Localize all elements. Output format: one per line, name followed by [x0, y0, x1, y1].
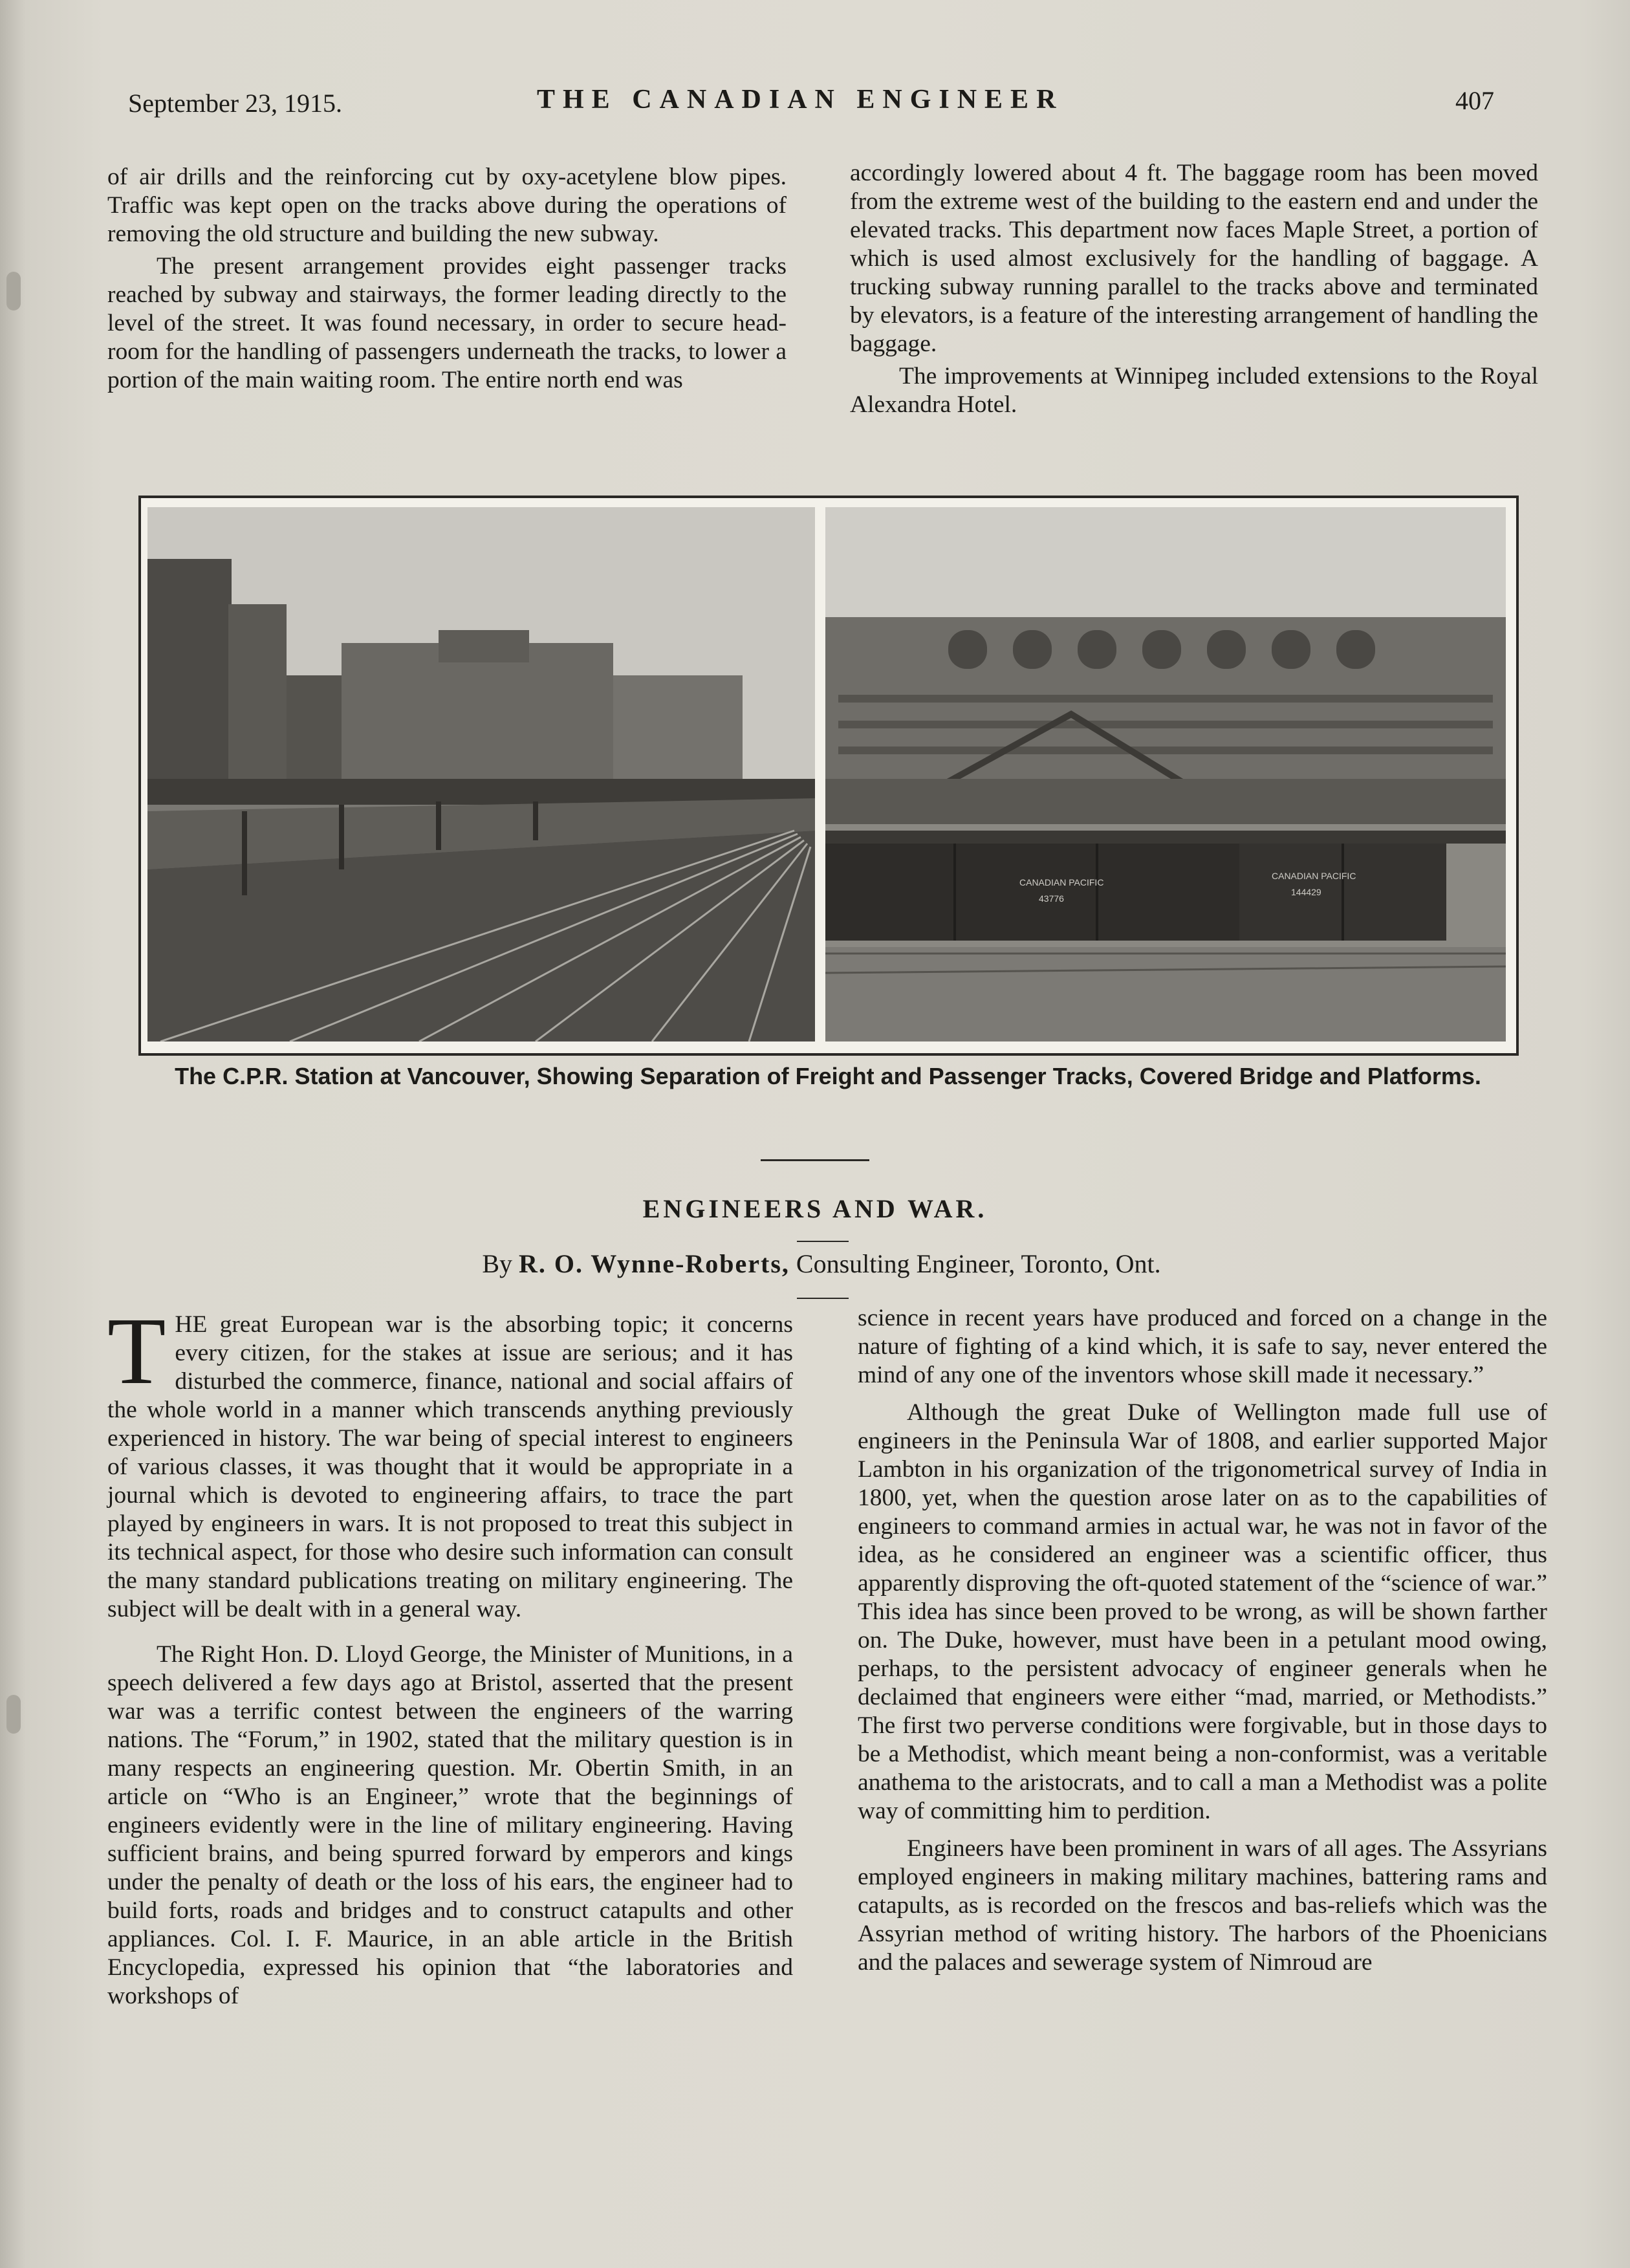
title-rule	[797, 1241, 849, 1242]
paragraph: of air drills and the reinforcing cut by oxy-acetylene blow pipes. Traffic was kept open on the tracks above during the operations of removing the old structure and building the new subway.	[107, 164, 787, 247]
car-lettering: CANADIAN PACIFIC	[1019, 877, 1104, 888]
article-right-column	[858, 1304, 1547, 1977]
issue-date: September 23, 1915.	[128, 89, 343, 118]
byline	[362, 1248, 1281, 1279]
paragraph: accordingly lowered about 4 ft. The baggage room has been moved from the extreme west of the building to the eastern end and under the elevated tracks. This department now faces Maple Street, a portion of which is used almost exclusively for the handling of baggage. A trucking subway running parallel to the tracks above and terminated by elevators, is a feature of the interesting arrangement of handling the baggage.	[850, 160, 1538, 357]
top-right-column	[850, 159, 1538, 419]
platform-photo-illustration	[147, 507, 815, 1041]
section-divider	[761, 1159, 869, 1161]
top-left-column	[107, 163, 787, 395]
car-number: 43776	[1039, 893, 1064, 904]
binding-mark	[6, 1695, 21, 1734]
car-lettering: CANADIAN PACIFIC	[1272, 871, 1356, 881]
paragraph: The present arrangement provides eight passenger tracks reached by subway and stairways, the former leading directly to the level of the street. It was found necessary, in order to secure head-room for the handling of passengers underneath the tracks, to lower a portion of the main waiting room. The entire north end was	[107, 253, 787, 393]
paragraph: Although the great Duke of Wellington made full use of engineers in the Peninsula War of 1808, and earlier supported Major Lambton in his organization of the trigonometrical survey of India in 1800, yet, when the question arose later on as to the capabilities of engineers to command armies in actual war, he was not in favor of the idea, as he considered an engineer was a scientific officer, thus apparently disproving the oft-quoted statement of the “science of war.” This idea has since been proved to be wrong, as will be shown farther on. The Duke, however, must have been in a petulant mood owing, perhaps, to the persistent advocacy of engineer generals when he declaimed that engineers were either “mad, married, or Methodists.” The first two perverse conditions were forgivable, but in those days to be a Methodist, which meant being a non-conformist, was a veritable anathema to the aristocrats, and to call a man a Methodist was a polite way of committing him to perdition.	[858, 1399, 1547, 1824]
station-photographs	[138, 496, 1519, 1056]
byline-by: By	[482, 1249, 513, 1278]
binding-mark	[6, 272, 21, 311]
paragraph: science in recent years have produced and forced on a change in the nature of fighting of a kind which, it is safe to say, never entered the mind of any one of the inventors whose skill made it necessary.”	[858, 1305, 1547, 1388]
photo-station-and-freight-cars	[825, 507, 1506, 1041]
paragraph-text: HE great European war is the absorbing topic; it concerns every citizen, for the stakes at issue are serious; and it has disturbed the commerce, finance, national and social affairs of the whole world in a manner which transcends anything previously experienced in history. The war being of special interest to engineers of various classes, it was thought that it would be appropriate in a journal which is devoted to engineering affairs, to trace the part played by engineers in wars. It is not proposed to treat this subject in its technical aspect, for those who desire such information can consult the many standard publications treating on military engineering. The subject will be dealt with in a general way.	[107, 1311, 793, 1622]
author-affiliation: Consulting Engineer, Toronto, Ont.	[796, 1249, 1161, 1278]
article-left-column	[107, 1298, 793, 2011]
photo-platforms-and-tracks	[147, 507, 815, 1041]
drop-cap: T	[107, 1298, 166, 1404]
station-photo-illustration	[825, 507, 1506, 1041]
page-number: 407	[1455, 86, 1494, 115]
article-title: ENGINEERS AND WAR.	[642, 1194, 988, 1223]
paragraph: Engineers have been prominent in wars of all ages. The Assyrians employed engineers in making military machines, battering rams and catapults, as is recorded on the frescos and bas-reliefs which was the Assyrian method of writing history. The harbors of the Phoenicians and the palaces and sewerage system of Nimroud are	[858, 1835, 1547, 1976]
paragraph: The improvements at Winnipeg included extensions to the Royal Alexandra Hotel.	[850, 363, 1538, 418]
byline-rule	[797, 1298, 849, 1299]
figure-caption: The C.P.R. Station at Vancouver, Showing Separation of Freight and Passenger Tracks, Covered Bridge and Platforms.	[175, 1063, 1481, 1089]
car-number: 144429	[1291, 887, 1321, 897]
paragraph	[107, 1298, 793, 1624]
paragraph: The Right Hon. D. Lloyd George, the Minister of Munitions, in a speech delivered a few days ago at Bristol, asserted that the present war was a terrific contest between the engineers of the warring nations. The “Forum,” in 1902, stated that the military question is in many respects an engineering question. Mr. Obertin Smith, in an article on “Who is an Engineer,” wrote that the beginnings of engineers evidently were in the line of military engineering. Having sufficient brains, and being spurred forward by emperors and kings under the penalty of death or the loss of his ears, the engineer had to build forts, roads and bridges and to construct catapults and other appliances. Col. I. F. Maurice, in an able article in the British Encyclopedia, expressed his opinion that “the laboratories and workshops of	[107, 1641, 793, 2009]
running-header	[123, 78, 1507, 123]
journal-title: THE CANADIAN ENGINEER	[537, 85, 1064, 114]
author-name: R. O. Wynne-Roberts,	[519, 1249, 790, 1278]
